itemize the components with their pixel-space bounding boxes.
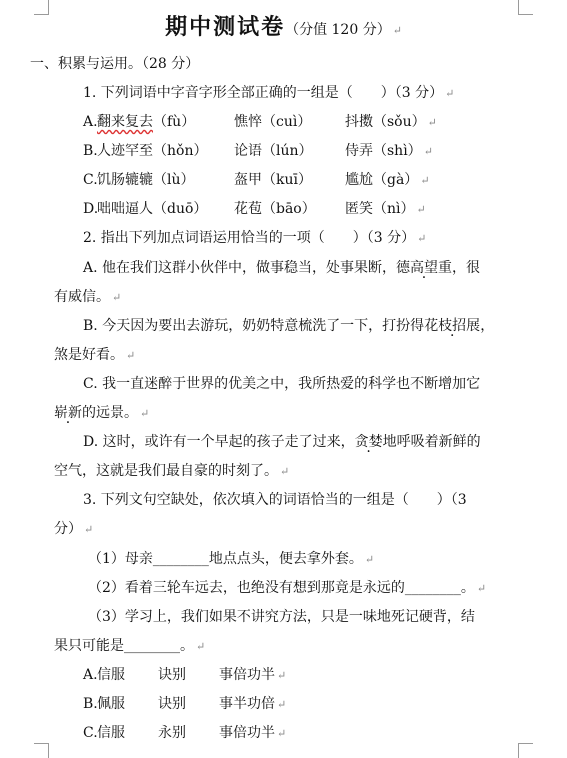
option-word: 信服 bbox=[97, 725, 125, 741]
paragraph-mark: ↵ bbox=[84, 523, 94, 536]
exam-title: 期中测试卷 bbox=[165, 14, 286, 40]
option-word: 抖擞 bbox=[345, 114, 373, 130]
option-pinyin: （duō） bbox=[153, 201, 208, 217]
option-pinyin: （hǒn） bbox=[153, 143, 208, 159]
option-pinyin: （sǒu） bbox=[373, 114, 426, 130]
q2-option-c-line1 bbox=[83, 374, 480, 394]
option-pinyin: （shì） bbox=[373, 143, 422, 159]
option-text: 地呼吸着新鲜的 bbox=[382, 434, 481, 450]
section-heading bbox=[30, 54, 199, 74]
emphasized-phrase: 崭新 bbox=[54, 405, 82, 421]
emphasized-phrase: 贪婪 bbox=[354, 434, 383, 450]
option-pinyin: （cuì） bbox=[262, 114, 312, 130]
q3-sentence-3-line1 bbox=[88, 607, 475, 627]
option-pinyin: （gà） bbox=[373, 172, 419, 188]
emphasized-phrase: 德高望重 bbox=[396, 260, 453, 276]
q2-option-a-line1 bbox=[83, 258, 480, 278]
option-word: 永别 bbox=[158, 725, 186, 741]
option-word: 诀别 bbox=[158, 696, 186, 712]
paragraph-mark: ↵ bbox=[196, 640, 206, 653]
option-word: 翻来复去 bbox=[97, 114, 153, 130]
option-letter: D. bbox=[83, 201, 99, 217]
sentence-text: （2）看着三轮车远去，也绝没有想到那竟是永远的________。 bbox=[88, 580, 475, 596]
page-title bbox=[0, 10, 567, 41]
option-word: 佩服 bbox=[97, 696, 125, 712]
q2-option-d-line2 bbox=[54, 461, 289, 482]
q3-sentence-2 bbox=[88, 578, 486, 599]
paragraph-mark: ↵ bbox=[364, 553, 375, 566]
q2-option-b-line2 bbox=[54, 345, 135, 366]
paragraph-mark: ↵ bbox=[476, 582, 487, 595]
paragraph-mark: ↵ bbox=[417, 232, 427, 245]
q3-sentence-3-line2 bbox=[54, 636, 205, 657]
option-word: 侍弄 bbox=[345, 143, 373, 159]
paragraph-mark: ↵ bbox=[277, 669, 287, 682]
option-word: 人迹罕至 bbox=[97, 143, 153, 159]
sentence-text: 果只可能是________。 bbox=[54, 638, 194, 654]
option-text: 的远景。 bbox=[82, 405, 138, 421]
option-text: D. 这时，或许有一个早起的孩子走了过来， bbox=[83, 434, 355, 450]
option-text: 空气，这就是我们最自豪的时刻了。 bbox=[54, 463, 278, 479]
option-letter: C. bbox=[83, 172, 98, 188]
paragraph-mark: ↵ bbox=[277, 698, 287, 711]
option-text: 有威信。 bbox=[54, 289, 110, 305]
option-letter: B. bbox=[83, 143, 98, 159]
question-3-stem-line2 bbox=[54, 519, 93, 540]
option-word: 论语 bbox=[234, 143, 262, 159]
option-pinyin: （lún） bbox=[262, 143, 313, 159]
paragraph-mark: ↵ bbox=[126, 349, 136, 362]
paragraph-mark: ↵ bbox=[416, 203, 426, 216]
paragraph-mark: ↵ bbox=[445, 87, 455, 100]
sentence-text: （3）学习上，我们如果不讲究方法，只是一味地死记硬背，结 bbox=[88, 609, 475, 625]
option-letter: C. bbox=[83, 725, 98, 741]
option-word: 事倍功半 bbox=[219, 725, 275, 741]
question-2-text: 2. 指出下列加点词语运用恰当的一项（ ）（3 分） bbox=[83, 230, 416, 246]
paragraph-mark: ↵ bbox=[140, 407, 150, 420]
option-word: 花苞 bbox=[234, 201, 262, 217]
option-pinyin: （bāo） bbox=[262, 201, 316, 217]
option-letter: B. bbox=[83, 696, 98, 712]
sentence-text: （1）母亲________地点点头，便去拿外套。 bbox=[88, 551, 363, 567]
paragraph-mark: ↵ bbox=[112, 291, 122, 304]
option-word: 憔悴 bbox=[234, 114, 262, 130]
question-1-text: 1. 下列词语中字音字形全部正确的一组是（ ）（3 分） bbox=[83, 85, 444, 101]
option-letter: A. bbox=[83, 667, 98, 683]
option-text: ，很 bbox=[452, 260, 481, 276]
section-heading-text: 一、积累与运用。（28 分） bbox=[30, 56, 200, 72]
option-word: 匿笑 bbox=[345, 201, 373, 217]
emphasized-phrase: 花枝招展 bbox=[424, 318, 481, 334]
paragraph-mark: ↵ bbox=[280, 465, 290, 478]
corner-mark-bottom-right bbox=[518, 743, 533, 758]
score-note: （分值 120 分） bbox=[285, 22, 391, 38]
option-word: 盔甲 bbox=[234, 172, 262, 188]
option-word: 诀别 bbox=[158, 667, 186, 683]
option-word: 咄咄逼人 bbox=[97, 201, 153, 217]
option-text: ， bbox=[480, 318, 495, 334]
option-pinyin: （lù） bbox=[153, 172, 195, 188]
question-3-text: 3. 下列文句空缺处，依次填入的词语恰当的一组是（ ）（3 bbox=[83, 492, 467, 508]
question-3-stem-line1 bbox=[83, 490, 467, 510]
q2-option-d-line1 bbox=[83, 432, 481, 452]
paragraph-mark: ↵ bbox=[420, 174, 430, 187]
corner-mark-bottom-left bbox=[34, 743, 49, 758]
q2-option-c-line2 bbox=[54, 403, 149, 424]
option-text: B. 今天因为要出去游玩，奶奶特意梳洗了一下，打扮得 bbox=[83, 318, 425, 334]
option-text: A. 他在我们这群小伙伴中，做事稳当，处事果断， bbox=[83, 260, 397, 276]
paragraph-mark: ↵ bbox=[423, 145, 433, 158]
option-text: C. 我一直迷醉于世界的优美之中，我所热爱的科学也不断增加它 bbox=[83, 376, 481, 392]
paragraph-mark: ↵ bbox=[427, 116, 437, 129]
option-word: 尴尬 bbox=[345, 172, 373, 188]
option-word: 信服 bbox=[97, 667, 125, 683]
option-pinyin: （fù） bbox=[153, 114, 196, 130]
q2-option-a-line2 bbox=[54, 287, 121, 308]
option-word: 事倍功半 bbox=[219, 667, 275, 683]
option-word: 事半功倍 bbox=[219, 696, 275, 712]
paragraph-mark: ↵ bbox=[277, 727, 287, 740]
q2-option-b-line1 bbox=[83, 316, 494, 336]
option-text: 煞是好看。 bbox=[54, 347, 124, 363]
paragraph-mark: ↵ bbox=[392, 24, 402, 37]
question-2-stem bbox=[83, 228, 426, 249]
option-letter: A. bbox=[83, 114, 98, 130]
option-pinyin: （nì） bbox=[373, 201, 415, 217]
question-3-text: 分） bbox=[54, 521, 82, 537]
question-1-stem bbox=[83, 83, 454, 104]
option-pinyin: （kuī） bbox=[262, 172, 312, 188]
q3-sentence-1 bbox=[88, 549, 374, 570]
option-word: 饥肠辘辘 bbox=[97, 172, 153, 188]
